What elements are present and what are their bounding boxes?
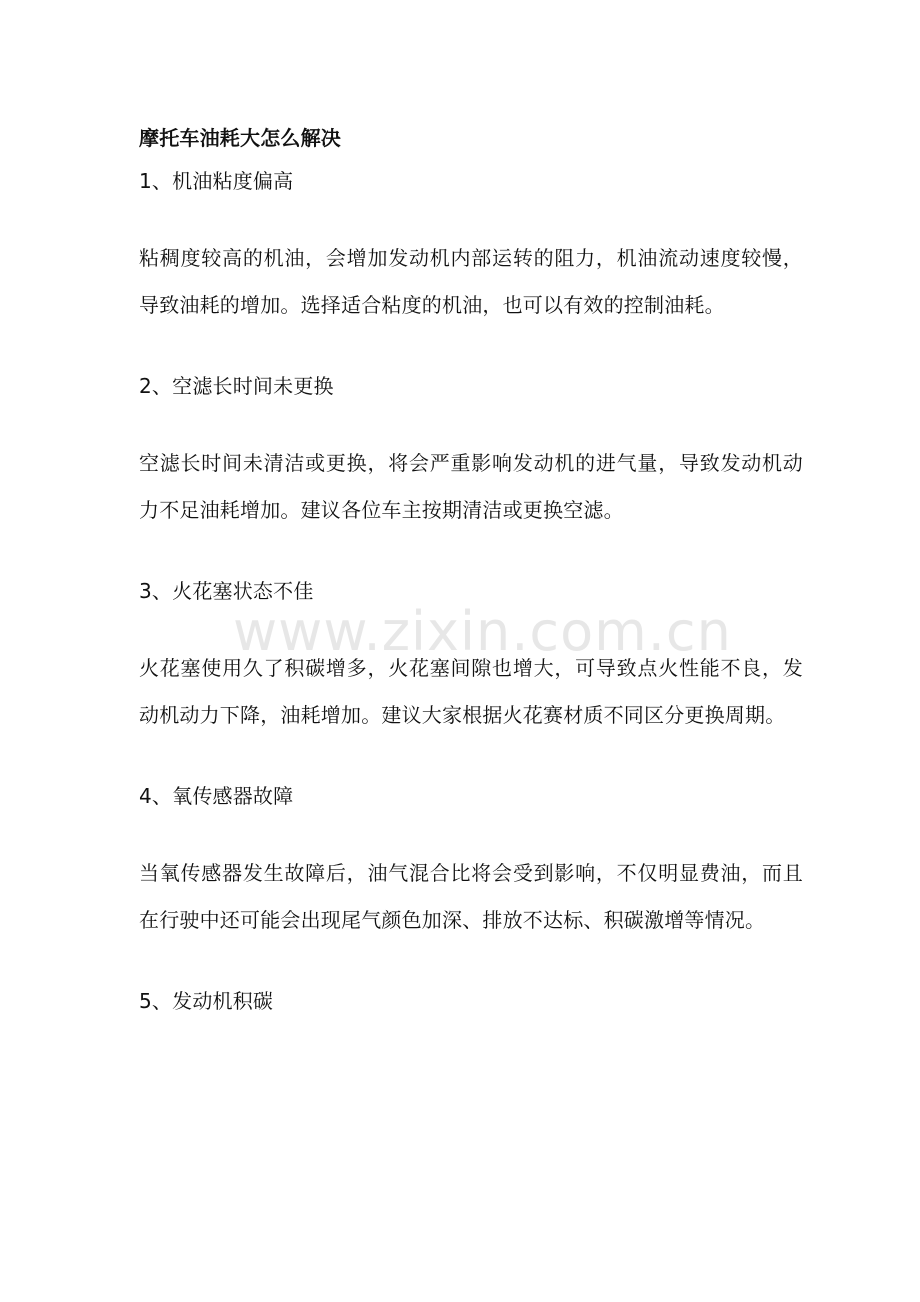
- spacer: [139, 534, 803, 574]
- document-content: [139, 121, 803, 1018]
- watermark-text: www.zixin.com.cn: [233, 600, 732, 663]
- section-heading-4: 4、氧传感器故障: [139, 784, 294, 808]
- section-paragraph-2: 空滤长时间未清洁或更换，将会严重影响发动机的进气量，导致发动机动力不足油耗增加。建议各位车主按期清洁或更换空滤。: [139, 451, 803, 522]
- section-paragraph-3: 火花塞使用久了积碳增多，火花塞间隙也增大，可导致点火性能不良，发动机动力下降，油耗增加。建议大家根据火花赛材质不同区分更换周期。: [139, 656, 803, 727]
- document-title: 摩托车油耗大怎么解决: [139, 126, 341, 150]
- spacer: [139, 608, 803, 645]
- section-heading-3: 3、火花塞状态不佳: [139, 579, 314, 603]
- spacer: [139, 155, 803, 164]
- spacer: [139, 813, 803, 850]
- section-heading-5: 5、发动机积碳: [139, 989, 274, 1013]
- spacer: [139, 944, 803, 984]
- section-paragraph-4: 当氧传感器发生故障后，油气混合比将会受到影响，不仅明显费油，而且在行驶中还可能会出现尾气颜色加深、排放不达标、积碳激增等情况。: [139, 861, 803, 932]
- spacer: [139, 403, 803, 440]
- spacer: [139, 739, 803, 779]
- section-heading-2: 2、空滤长时间未更换: [139, 374, 334, 398]
- spacer: [139, 198, 803, 235]
- section-heading-1: 1、机油粘度偏高: [139, 169, 294, 193]
- section-paragraph-1: 粘稠度较高的机油，会增加发动机内部运转的阻力，机油流动速度较慢，导致油耗的增加。选择适合粘度的机油，也可以有效的控制油耗。: [139, 246, 803, 317]
- spacer: [139, 329, 803, 369]
